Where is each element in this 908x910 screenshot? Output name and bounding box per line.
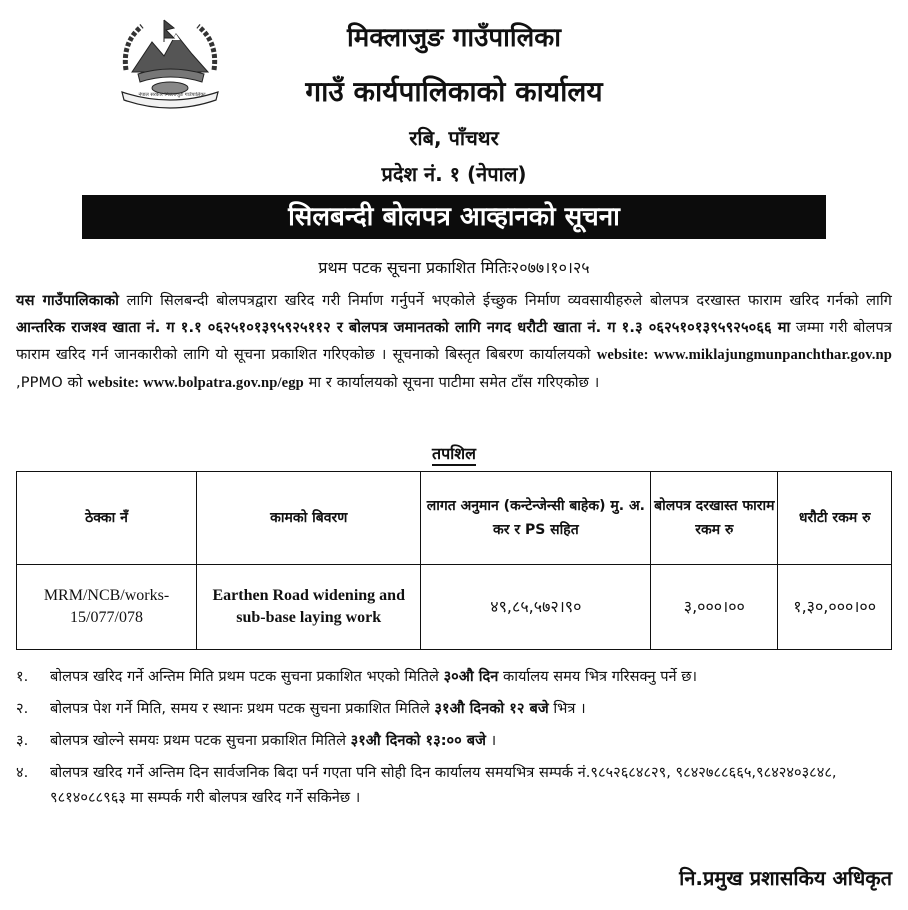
cell-cost-estimate: ४९,८५,५७२।९० bbox=[421, 565, 651, 650]
note-number: २. bbox=[16, 700, 29, 717]
cell-deposit: १,३०,०००।०० bbox=[778, 565, 892, 650]
ppmo-website-link[interactable]: website: www.bolpatra.gov.np/egp bbox=[87, 375, 304, 391]
notes-list bbox=[16, 664, 892, 817]
office-website-link[interactable]: website: www.miklajungmunpanchthar.gov.np bbox=[596, 347, 892, 363]
municipality-title: मिक्लाजुङ गाउँपालिका bbox=[347, 23, 561, 53]
note-number: १. bbox=[16, 668, 29, 685]
table-header-row bbox=[17, 472, 892, 565]
publication-date: प्रथम पटक सूचना प्रकाशित मितिः२०७७।१०।२५ bbox=[318, 258, 590, 277]
province-line: प्रदेश नं. १ (नेपाल) bbox=[381, 162, 527, 186]
para-part-4: जम्मा गरी बोलपत्र फाराम खरिद गर्न जानकारीको लागि यो सूचना प्रकाशित गरिएकोछ । सूचनाको बिस्तृत बिबरण कार्यालयको bbox=[16, 319, 892, 363]
notice-paragraph bbox=[16, 287, 892, 397]
note-item bbox=[16, 696, 892, 721]
cell-contract-no: MRM/NCB/works-15/077/078 bbox=[17, 565, 197, 650]
note-item bbox=[16, 728, 892, 753]
col-header-deposit: धरौटी रकम रु bbox=[778, 472, 892, 565]
col-header-work-description: कामको बिवरण bbox=[196, 472, 420, 565]
note-text-end: भित्र । bbox=[548, 700, 586, 717]
note-text: बोलपत्र खरिद गर्ने अन्तिम मिति प्रथम पटक सुचना प्रकाशित भएको मितिले bbox=[50, 668, 444, 685]
cell-form-fee: ३,०००।०० bbox=[651, 565, 778, 650]
note-bold: ३०औ दिन bbox=[443, 668, 499, 685]
notice-banner: सिलबन्दी बोलपत्र आव्हानको सूचना bbox=[82, 195, 826, 239]
note-text: बोलपत्र खरिद गर्ने अन्तिम दिन सार्वजनिक बिदा पर्न गएता पनि सोही दिन कार्यालय समयभित्र सम्पर्क नं.९८५२६८४८२९, ९८४२७८८६६५,९८४२४०३८४८, ९८१४०८८९६३ मा सम्पर्क गरी बोलपत्र खरिद गर्ने सकिनेछ । bbox=[50, 764, 837, 806]
col-header-form-fee: बोलपत्र दरखास्त फाराम रकम रु bbox=[651, 472, 778, 565]
note-number: ३. bbox=[16, 732, 29, 749]
note-text-end: कार्यालय समय भित्र गरिसक्नु पर्ने छ। bbox=[498, 668, 698, 685]
note-text: बोलपत्र खोल्ने समयः प्रथम पटक सुचना प्रकाशित मितिले bbox=[50, 732, 351, 749]
para-part-8: मा र कार्यालयको सूचना पाटीमा समेत टाँस गरिएकोछ । bbox=[303, 374, 600, 391]
details-heading bbox=[0, 442, 908, 464]
emblem-caption: नेपाल सरकार मिक्लाजुङ गाउँपालिका bbox=[138, 92, 206, 98]
note-item bbox=[16, 664, 892, 689]
contract-table bbox=[16, 471, 892, 650]
details-heading-text: तपशिल bbox=[432, 444, 476, 466]
note-number: ४. bbox=[16, 764, 29, 781]
para-account-info: आन्तरिक राजश्व खाता नं. ग १.१ ०६२५१०१३९५९२५११२ र बोलपत्र जमानतको लागि नगद धरौटी खाता नं. ग १.३ ०६२५१०१३९५९२५०६६ मा bbox=[16, 319, 791, 336]
cell-work-description: Earthen Road widening and sub-base laying work bbox=[196, 565, 420, 650]
signature-title: नि.प्रमुख प्रशासकिय अधिकृत bbox=[679, 866, 892, 890]
note-text: बोलपत्र पेश गर्ने मिति, समय र स्थानः प्रथम पटक सुचना प्रकाशित मितिले bbox=[50, 700, 435, 717]
office-title: गाउँ कार्यपालिकाको कार्यालय bbox=[305, 75, 603, 108]
note-item bbox=[16, 760, 892, 810]
para-part-6: ,PPMO को bbox=[16, 374, 88, 391]
table-row bbox=[17, 565, 892, 650]
note-bold: ३१औ दिनको १२ बजे bbox=[434, 700, 549, 717]
note-text-end: । bbox=[485, 732, 497, 749]
location-line: रबि, पाँचथर bbox=[409, 126, 499, 150]
col-header-contract-no: ठेक्का नँ bbox=[17, 472, 197, 565]
col-header-cost-estimate: लागत अनुमान (कन्टेन्जेन्सी बाहेक) मु. अ. कर र PS सहित bbox=[421, 472, 651, 565]
para-part-2: लागि सिलबन्दी बोलपत्रद्वारा खरिद गरी निर्माण गर्नुपर्ने भएकोले ईच्छुक निर्माण व्यवसायीहरुले बोलपत्र दरखास्त फाराम खरिद गर्नको लागि bbox=[118, 292, 892, 309]
para-part-1: यस गाउँपालिकाको bbox=[16, 292, 119, 309]
note-bold: ३१औ दिनको १३:०० बजे bbox=[350, 732, 486, 749]
